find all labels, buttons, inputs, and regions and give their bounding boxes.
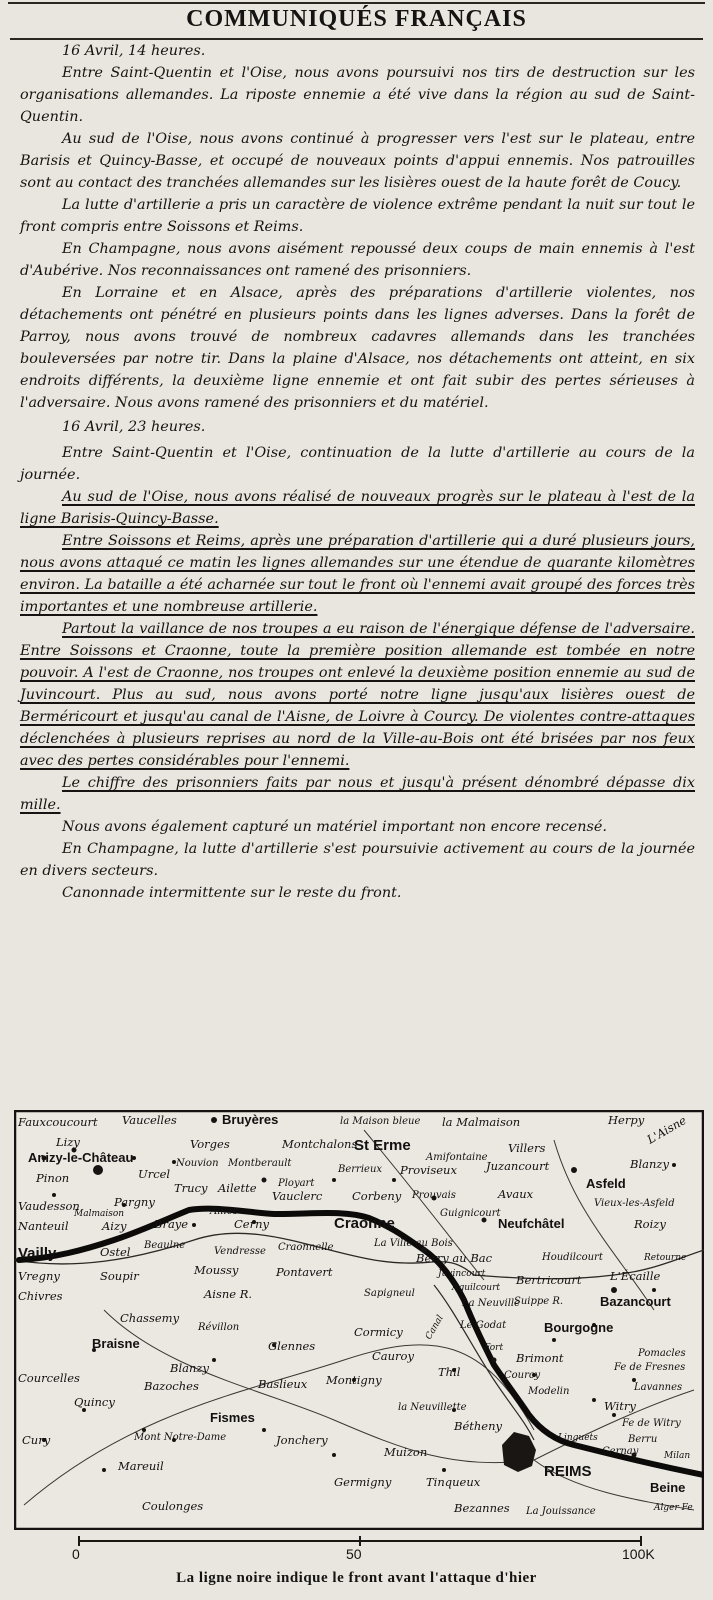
- place-label: Fort: [484, 1343, 504, 1353]
- place-label: Le Godat: [460, 1320, 507, 1331]
- paragraph: En Lorraine et en Alsace, après des préparations d'artillerie violentes, nos détachements ont pénétré en plusieurs points dans les lignes adverses. Dans la forêt de Parroy, nous avons trouvé de nombreux cadavres allemands dans les tranchées bouleversées par notre tir. Dans la plaine d'Alsace, nos détachements ont atteint, en six endroits différents, la deuxième ligne ennemie et ont fait subir des pertes sérieuses à l'adversaire. Nous avons ramené des prisonniers et du matériel.: [20, 285, 695, 411]
- place-label: la Maison bleue: [340, 1116, 421, 1127]
- place-label: Neufchâtel: [498, 1216, 565, 1231]
- place-label: Beine: [650, 1480, 686, 1495]
- place-label: Cormicy: [354, 1325, 403, 1339]
- paragraph: Entre Saint-Quentin et l'Oise, nous avons poursuivi nos tirs de destruction sur les organisations allemandes. La riposte ennemie a été vive dans la région au sud de Saint-Quentin.: [20, 65, 695, 125]
- place-label: Bétheny: [454, 1419, 502, 1433]
- place-label: Germigny: [334, 1475, 392, 1489]
- map-svg: [14, 1110, 704, 1530]
- place-label: Braisne: [92, 1336, 140, 1351]
- page-title: COMMUNIQUÉS FRANÇAIS: [186, 6, 527, 32]
- place-label: la Malmaison: [442, 1115, 521, 1129]
- place-label: Coulonges: [142, 1499, 204, 1513]
- place-label: Vaudesson: [18, 1199, 80, 1213]
- place-label: Révillon: [198, 1322, 240, 1333]
- place-label: Cerny: [234, 1217, 270, 1231]
- place-label: Chivres: [18, 1289, 63, 1303]
- place-label: Tinqueux: [426, 1475, 481, 1489]
- place-label: Aizy: [102, 1219, 127, 1233]
- place-label: Vaucelles: [122, 1113, 177, 1127]
- place-label: Witry: [604, 1399, 636, 1413]
- place-label: St Erme: [354, 1137, 411, 1154]
- place-label: Fe de Fresnes: [614, 1362, 686, 1373]
- map-scale: [60, 1536, 660, 1566]
- place-label: Suippe R.: [514, 1296, 564, 1307]
- communique-text: [20, 40, 695, 904]
- place-label: Pargny: [114, 1195, 155, 1209]
- scale-label-50: 50: [346, 1546, 362, 1562]
- place-label: Chassemy: [120, 1311, 180, 1325]
- place-label: Linguets: [558, 1433, 598, 1443]
- place-label: Fe de Witry: [622, 1418, 681, 1429]
- place-label: Berry au Bac: [416, 1251, 493, 1265]
- place-label: Canal: [423, 1313, 446, 1342]
- place-label: Montchalons: [282, 1137, 358, 1151]
- place-label: Ailette: [218, 1181, 257, 1195]
- place-label: Glennes: [268, 1339, 316, 1353]
- place-label: Trucy: [174, 1181, 208, 1195]
- place-label: Craonnelle: [278, 1242, 334, 1253]
- place-label: Urcel: [138, 1167, 171, 1181]
- front-map: [14, 1110, 704, 1530]
- place-label: Pinon: [36, 1171, 70, 1185]
- paragraph-underlined: [20, 486, 695, 530]
- place-label: Vauclerc: [272, 1189, 323, 1203]
- place-label: Craonne: [334, 1215, 395, 1232]
- place-label: Lavannes: [634, 1382, 683, 1393]
- scale-label-100: 100K: [622, 1546, 655, 1562]
- place-label: Milan: [664, 1451, 691, 1461]
- place-label: Courcelles: [18, 1371, 80, 1385]
- place-label: Mont Notre-Dame: [134, 1432, 227, 1443]
- place-label: Cauroy: [372, 1349, 414, 1363]
- place-label: Quincy: [74, 1395, 115, 1409]
- underlined-text: Au sud de l'Oise, nous avons réalisé de nouveaux progrès sur le plateau à l'est de la ligne Barisis-Quincy-Basse.: [20, 489, 695, 527]
- place-label: Amifontaine: [426, 1152, 488, 1163]
- place-label: Prouvais: [412, 1190, 456, 1201]
- paragraph-underlined: [20, 618, 695, 772]
- place-label: Berrieux: [338, 1164, 383, 1175]
- place-label: Braye: [154, 1217, 189, 1231]
- place-label: La Ville au Bois: [374, 1238, 453, 1249]
- place-label: La Neuville: [462, 1298, 521, 1309]
- place-label: Thil: [438, 1365, 461, 1379]
- place-label: Bazancourt: [600, 1294, 671, 1309]
- top-rule: [8, 2, 705, 4]
- place-label: Blanzy: [630, 1157, 669, 1171]
- place-label: Vorges: [190, 1137, 230, 1151]
- place-label: Villers: [508, 1141, 546, 1155]
- place-label: Nanteuil: [18, 1219, 69, 1233]
- place-label: Retourne: [644, 1253, 687, 1263]
- scale-tick: [640, 1536, 642, 1546]
- place-label: Ostel: [100, 1245, 131, 1259]
- place-label: Courcy: [504, 1370, 541, 1381]
- place-label: Jonchery: [276, 1433, 328, 1447]
- underlined-text: Entre Soissons et Reims, après une préparation d'artillerie qui a duré plusieurs jours, nous avons attaqué ce matin les lignes allemandes sur une étendue de quarante kilomètres environ. La bataille a été acharnée sur tout le front où l'ennemi avait groupé des forces très importantes et une nombreuse artillerie.: [20, 533, 695, 615]
- place-label: Fismes: [210, 1410, 255, 1425]
- place-label: Vregny: [18, 1269, 60, 1283]
- place-label: Montigny: [326, 1373, 382, 1387]
- place-label: Cury: [22, 1433, 51, 1447]
- place-label: La Jouissance: [526, 1506, 596, 1517]
- paragraph: En Champagne, nous avons aisément repoussé deux coups de main ennemis à l'est d'Aubérive. Nos reconnaissances ont ramené des prisonniers.: [20, 241, 695, 279]
- place-label: Muizon: [384, 1445, 428, 1459]
- place-label: Beaulne: [144, 1240, 186, 1251]
- place-label: Lizy: [56, 1135, 80, 1149]
- place-label: Modelin: [528, 1386, 570, 1397]
- paragraph: Au sud de l'Oise, nous avons continué à progresser vers l'est sur le plateau, entre Barisis et Quincy-Basse, et occupé de nouveaux points d'appui ennemis. Nos patrouilles sont au contact des tranchées allemandes sur les lisières ouest de la haute forêt de Coucy.: [20, 131, 695, 191]
- place-label: Bezannes: [454, 1501, 510, 1515]
- place-label: Vailly: [18, 1245, 57, 1262]
- paragraph-underlined: [20, 772, 695, 816]
- place-label: Juzancourt: [486, 1159, 550, 1173]
- place-label: Pomacles: [638, 1348, 686, 1359]
- place-label: Corbeny: [352, 1189, 402, 1203]
- paragraph-underlined: [20, 530, 695, 618]
- place-label: REIMS: [544, 1463, 592, 1480]
- place-label: Juvincourt: [438, 1269, 486, 1279]
- scale-tick: [78, 1536, 80, 1546]
- underlined-text: Le chiffre des prisonniers faits par nous et jusqu'à présent dénombré dépasse dix mille.: [20, 775, 695, 813]
- scale-tick: [359, 1536, 361, 1546]
- place-label: Baslieux: [258, 1377, 308, 1391]
- place-label: Bruyères: [222, 1112, 279, 1127]
- place-label: Herpy: [608, 1113, 645, 1127]
- place-label: Cernay: [602, 1446, 639, 1457]
- date-2: 16 Avril, 23 heures.: [62, 419, 206, 435]
- place-label: Houdilcourt: [542, 1252, 603, 1263]
- place-label: Pontavert: [276, 1265, 333, 1279]
- place-label: Montberault: [228, 1158, 292, 1169]
- place-label: Vieux-les-Asfeld: [594, 1198, 675, 1209]
- underlined-text: Partout la vaillance de nos troupes a eu raison de l'énergique défense de l'adversaire. Entre Soissons et Craonne, toute la première position allemande est tombée en notre pouvoir. A l'est de Craonne, nos troupes ont enlevé la deuxième position ennemie au sud de Juvincourt. Plus au sud, nous avons porté notre ligne jusqu'aux lisières ouest de Berméricourt et jusqu'au canal de l'Aisne, de Loivre à Courcy. De violentes contre-attaques déclenchées à plusieurs reprises au nord de la Ville-au-Bois ont été brisées par nos feux avec des pertes considérables pour l'ennemi.: [20, 621, 695, 769]
- paragraph: Canonnade intermittente sur le reste du front.: [62, 885, 402, 901]
- place-label: Asfeld: [586, 1176, 626, 1191]
- place-label: L'Écaille: [610, 1269, 661, 1283]
- place-label: Mareuil: [118, 1459, 164, 1473]
- place-label: Brimont: [516, 1351, 564, 1365]
- place-label: Berru: [628, 1434, 658, 1445]
- date-1: 16 Avril, 14 heures.: [62, 43, 206, 59]
- place-label: Sapigneul: [364, 1288, 415, 1299]
- place-label: Blanzy: [170, 1361, 209, 1375]
- place-label: Avaux: [498, 1187, 534, 1201]
- paragraph: La lutte d'artillerie a pris un caractère de violence extrême pendant la nuit sur tout le front compris entre Soissons et Reims.: [20, 197, 695, 235]
- place-label: Soupir: [100, 1269, 139, 1283]
- place-label: L'Aisne: [644, 1113, 689, 1147]
- place-label: la Neuvillette: [398, 1402, 467, 1413]
- map-caption: La ligne noire indique le front avant l'attaque d'hier: [176, 1570, 537, 1586]
- place-label: Bertricourt: [516, 1273, 582, 1287]
- scale-label-0: 0: [72, 1546, 80, 1562]
- place-label: Bourgogne: [544, 1320, 614, 1335]
- place-label: Anizy-le-Château: [28, 1150, 134, 1165]
- place-label: Moussy: [194, 1263, 239, 1277]
- place-label: Bazoches: [144, 1379, 199, 1393]
- place-label: Aguilcourt: [452, 1283, 500, 1293]
- place-label: Proviseux: [400, 1163, 457, 1177]
- place-label: Vendresse: [214, 1246, 266, 1257]
- place-label: Nouvion: [176, 1158, 219, 1169]
- place-label: Guignicourt: [440, 1208, 501, 1219]
- place-label: Ailles: [210, 1206, 238, 1217]
- place-label: Roizy: [634, 1217, 666, 1231]
- place-label: Fauxcoucourt: [18, 1115, 98, 1129]
- place-label: Malmaison: [74, 1209, 125, 1219]
- place-label: Aisne R.: [204, 1287, 253, 1301]
- paragraph: En Champagne, la lutte d'artillerie s'est poursuivie activement au cours de la journée en divers secteurs.: [20, 841, 695, 879]
- place-label: Alger Fe: [654, 1503, 693, 1513]
- paragraph: Entre Saint-Quentin et l'Oise, continuation de la lutte d'artillerie au cours de la journée.: [20, 445, 695, 483]
- place-label: Ployart: [278, 1178, 315, 1189]
- paragraph: Nous avons également capturé un matériel important non encore recensé.: [62, 819, 607, 835]
